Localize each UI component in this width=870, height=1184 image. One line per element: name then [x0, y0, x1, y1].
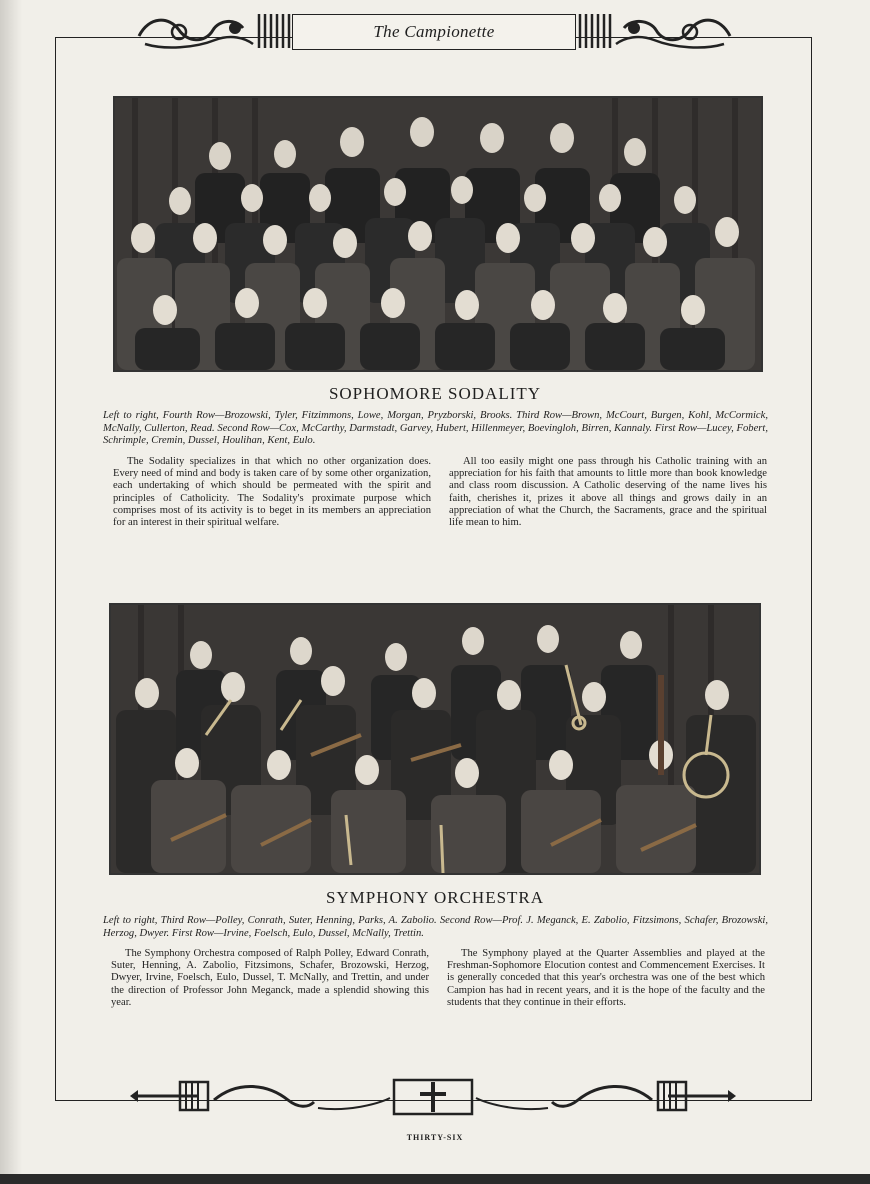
header-banner: [292, 14, 576, 50]
header-left-ornament: [135, 10, 295, 52]
page-number: THIRTY-SIX: [406, 1133, 464, 1142]
frame-left-rule: [55, 37, 56, 1101]
sodality-text-right: All too easily might one pass through his Catholic training with an appreciation for his faith that amounts to little more than book knowledge and class room discussion. A Catholic deserving of the name lives his faith, cherishes it, prizes it above all things and grows daily in an appreciation of what the Church, the Sacraments, grace and the spiritual life mean to him.: [449, 456, 767, 529]
footer-ornament: [128, 1074, 738, 1120]
scan-bottom-edge: [0, 1174, 870, 1184]
sodality-photo-image: [115, 98, 761, 370]
orchestra-photo: [109, 603, 761, 875]
orchestra-caption: Left to right, Third Row—Polley, Conrath, Suter, Henning, Parks, A. Zabolio. Second Row—Prof. J. Meganck, E. Zabolio, Fitzsimons, Schafer, Brozowski, Herzog, Dwyer. First Row—Irvine, Foelsch, Eulo, Dussel, McNally, Trettin.: [103, 915, 768, 939]
orchestra-title: SYMPHONY ORCHESTRA: [325, 888, 545, 907]
orchestra-text-left: The Symphony Orchestra composed of Ralph Polley, Edward Conrath, Suter, Henning, A. Zabolio, Fitzsimons, Schafer, Brozowski, Herzog, Dwyer, Irvine, Foelsch, Eulo, Dussel, T. McNally, and Trettin, and under the direction of Professor John Meganck, made a splendid showing this year.: [111, 948, 429, 1008]
orchestra-photo-image: [111, 605, 759, 873]
header-right-ornament: [574, 10, 736, 52]
sodality-text-left: The Sodality specializes in that which no other organization does. Every need of mind and body is taken care of by some other organization, each undertaking of which should be permeated with the spirit and principles of Catholicity. The Sodality's proximate purpose which comprises most of its activity is to beget in its members an appreciation for an interest in their spiritual welfare.: [113, 456, 431, 529]
sodality-title: SOPHOMORE SODALITY: [328, 384, 542, 403]
sodality-caption: Left to right, Fourth Row—Brozowski, Tyler, Fitzimmons, Lowe, Morgan, Pryzborski, Brooks. Third Row—Brown, McCourt, Burgen, Kohl, McCormick, McNally, Cullerton, Read. Second Row—Cox, McCarthy, Darmstadt, Garvey, Hubert, Hillenmeyer, Boevingloh, Birren, Kannaly. First Row—Lucey, Fobert, Schrimple, Cremin, Dussel, Houlihan, Kent, Eulo.: [103, 410, 768, 446]
page-edge-shadow: [0, 0, 22, 1184]
publication-title: The Campionette: [373, 22, 495, 41]
sodality-photo: [113, 96, 763, 372]
frame-right-rule: [811, 37, 812, 1101]
orchestra-text-right: The Symphony played at the Quarter Assemblies and played at the Freshman-Sophomore Elocution contest and Commencement Exercises. It is generally conceded that this year's orchestra was one of the best which Campion has had in recent years, and it is the hope of the faculty and the students that they continue in their efforts.: [447, 948, 765, 1008]
